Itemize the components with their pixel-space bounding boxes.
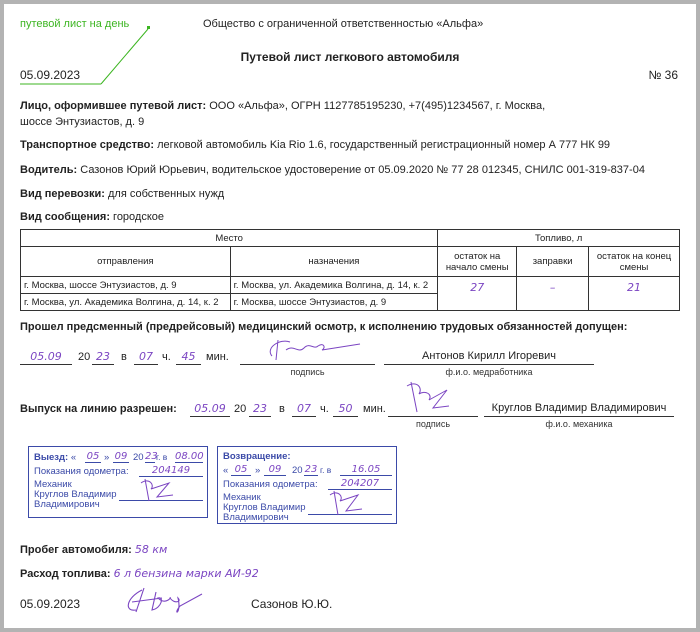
- table-row: [21, 277, 680, 294]
- return-stamp: Возвращение: « 05 » 09 20 23 г. в 16.05 Показания одометра: 204207 Механик Круглов Владимир Владимирович: [217, 446, 397, 524]
- refuel-header: заправки: [517, 247, 589, 277]
- release-minute: 50: [333, 402, 358, 417]
- stamp-year: 23: [304, 464, 318, 475]
- odometer-label: Показания одометра:: [34, 466, 129, 477]
- signature-icon: [260, 336, 370, 362]
- medical-date: 05.09: [20, 350, 72, 365]
- waybill-document: [4, 4, 696, 628]
- signature-caption: подпись: [415, 419, 451, 429]
- mileage-label: Пробег автомобиля:: [20, 544, 132, 556]
- release-hour: 07: [292, 402, 316, 417]
- hour-label: ч.: [162, 351, 171, 363]
- mileage-value: 58 км: [134, 543, 168, 556]
- medical-minute: 45: [176, 350, 201, 365]
- stamp-year: 23: [145, 451, 158, 462]
- hour-label: ч.: [320, 403, 329, 415]
- footer-date: 05.09.2023: [20, 597, 81, 611]
- medical-heading: Прошел предсменный (предрейсовый) медицинский осмотр, к исполнению трудовых обязанностей допущен:: [20, 321, 628, 333]
- driver-signature-icon: [122, 584, 222, 616]
- stamp-month: 09: [264, 464, 286, 476]
- issuer-value: ООО «Альфа», ОГРН 1127785195230, +7(495)1234567, г. Москва,: [209, 100, 546, 112]
- driver-name: Сазонов Ю.Ю.: [251, 597, 333, 611]
- medic-name-caption: ф.и.о. медработника: [445, 367, 533, 377]
- release-year: 23: [249, 402, 271, 417]
- at-label: в: [121, 351, 127, 363]
- refuel-value: –: [517, 277, 589, 311]
- odometer-label: Показания одометра:: [223, 479, 318, 490]
- fuel-header: Топливо, л: [438, 230, 680, 247]
- signature-icon: [328, 489, 378, 517]
- issuer-label: Лицо, оформившее путевой лист:: [20, 100, 207, 112]
- fuel-consumption-label: Расход топлива:: [20, 568, 111, 580]
- vehicle-label: Транспортное средство:: [20, 139, 155, 151]
- org-name: Общество с ограниченной ответственностью «Альфа»: [203, 18, 484, 30]
- place-header: Место: [21, 230, 438, 247]
- fuel-end-value: 21: [589, 277, 680, 311]
- destination-cell: г. Москва, шоссе Энтузиастов, д. 9: [230, 294, 438, 311]
- vehicle-value: легковой автомобиль Kia Rio 1.6, государственный регистрационный номер А 777 НК 99: [157, 139, 611, 151]
- driver-label: Водитель:: [20, 164, 78, 176]
- year-prefix: 20: [78, 351, 91, 363]
- minute-label: мин.: [206, 351, 229, 363]
- transport-type-label: Вид перевозки:: [20, 188, 105, 200]
- mechanic-name: Круглов Владимир Владимирович: [484, 402, 674, 417]
- header-date: 05.09.2023: [20, 68, 81, 82]
- release-label: Выпуск на линию разрешен:: [20, 403, 177, 415]
- fuel-start-header: остаток на начало смены: [438, 247, 517, 277]
- transport-type-value: для собственных нужд: [108, 188, 225, 200]
- minute-label: мин.: [363, 403, 386, 415]
- mechanic-signature: [388, 402, 478, 417]
- medic-name: Антонов Кирилл Игоревич: [384, 350, 594, 365]
- stamp-label: Возвращение:: [223, 451, 291, 462]
- destination-cell: г. Москва, ул. Академика Волгина, д. 14, к. 2: [230, 277, 438, 294]
- driver-value: Сазонов Юрий Юрьевич, водительское удостоверение от 05.09.2020 № 77 28 012345, СНИЛС 001-319-837-04: [80, 164, 645, 176]
- mechanic-name-caption: ф.и.о. механика: [545, 419, 613, 429]
- release-date: 05.09: [190, 402, 230, 417]
- medical-hour: 07: [134, 350, 158, 365]
- destination-header: назначения: [230, 247, 438, 277]
- route-table: [20, 229, 680, 311]
- signature-icon: [139, 477, 189, 503]
- odometer-value: 204149: [139, 465, 203, 477]
- signature-caption: подпись: [290, 367, 325, 377]
- departure-cell: г. Москва, ул. Академика Волгина, д. 14, к. 2: [21, 294, 231, 311]
- page-title: Путевой лист легкового автомобиля: [240, 50, 460, 64]
- stamp-time: 08.00: [175, 451, 204, 462]
- signature-icon: [403, 378, 463, 414]
- stamp-time: 16.05: [340, 464, 392, 476]
- annotation-label: путевой лист на день: [20, 18, 130, 30]
- waybill-number: № 36: [648, 68, 678, 82]
- stamp-month: 09: [114, 451, 128, 462]
- at-label: в: [279, 403, 285, 415]
- departure-header: отправления: [21, 247, 231, 277]
- stamp-label: Выезд:: [34, 452, 69, 463]
- medic-signature: [240, 350, 375, 365]
- fuel-consumption-value: 6 л бензина марки АИ-92: [113, 567, 259, 580]
- stamp-day: 05: [86, 451, 100, 462]
- year-prefix: 20: [234, 403, 247, 415]
- medical-year: 23: [92, 350, 114, 365]
- route-type-label: Вид сообщения:: [20, 211, 110, 223]
- stamp-day: 05: [231, 464, 251, 476]
- odometer-value: 204207: [328, 478, 392, 490]
- route-type-value: городское: [113, 211, 165, 223]
- fuel-end-header: остаток на конец смены: [589, 247, 680, 277]
- departure-cell: г. Москва, шоссе Энтузиастов, д. 9: [21, 277, 231, 294]
- fuel-start-value: 27: [438, 277, 517, 311]
- departure-stamp: Выезд: « 05 » 09 20 23 г. в 08.00 Показания одометра: 204149 Механик Круглов Владимир Владимирович: [28, 446, 208, 518]
- issuer-value-2: шоссе Энтузиастов, д. 9: [20, 116, 145, 128]
